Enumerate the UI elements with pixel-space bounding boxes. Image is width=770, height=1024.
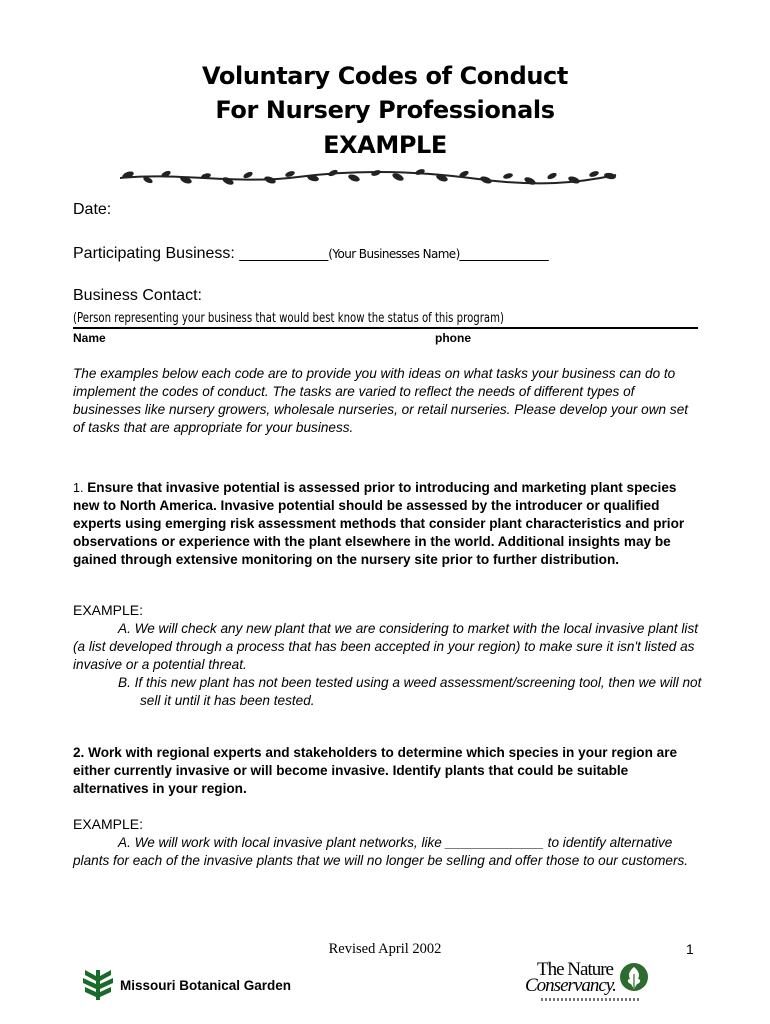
business-contact-note: (Person representing your business that would best know the status of this program) bbox=[73, 311, 504, 326]
code-2-example-a: A. We will work with local invasive plant networks, like _____________ to identify alternative plants for each of the invasive plants that we will no longer be selling and offer those to our customers. bbox=[73, 835, 689, 868]
intro-paragraph: The examples below each code are to provide you with ideas on what tasks your business can do to implement the codes of conduct. The tasks are varied to reflect the needs of different types of businesses like nursery growers, wholesale nurseries, or retail nurseries. Please develop your own set of tasks that are appropriate for your business. bbox=[73, 366, 689, 435]
code-1-example-a: A. We will check any new plant that we are considering to market with the local invasive plant list (a list developed through a process that has been accepted in your region) to make sure it isn't listed as invasive or a potential threat. bbox=[73, 621, 699, 672]
tnc-line-1: The Nature bbox=[537, 959, 613, 980]
name-column-header: Name bbox=[73, 331, 106, 345]
phone-column-header: phone bbox=[435, 331, 471, 345]
participating-business-line bbox=[73, 245, 549, 263]
code-2-number: 2. bbox=[73, 745, 85, 760]
code-1-example-label: EXAMPLE: bbox=[73, 602, 144, 618]
code-1-number: 1. bbox=[73, 481, 84, 495]
business-label: Participating Business: bbox=[73, 245, 235, 262]
missouri-botanical-garden-name: Missouri Botanical Garden bbox=[120, 978, 292, 993]
tnc-tagline-mark bbox=[541, 998, 641, 1001]
code-1-text: Ensure that invasive potential is assessed prior to introducing and marketing plant species new to North America. Invasive potential should be assessed by the introducer or qualified experts using emerging risk assessment methods that consider plant characteristics and prior observations or experience with the plant elsewhere in the world. Additional insights may be gained through extensive monitoring on the nursery site prior to further distribution. bbox=[73, 480, 685, 567]
title-line-1: Voluntary Codes of Conduct bbox=[202, 62, 568, 90]
tnc-oak-leaf-icon bbox=[619, 962, 649, 992]
nature-conservancy-logo bbox=[523, 960, 653, 1006]
title-line-2: For Nursery Professionals bbox=[215, 96, 555, 124]
business-name-value: (Your Businesses Name) bbox=[328, 247, 460, 261]
code-1 bbox=[73, 479, 703, 569]
contact-underline bbox=[73, 327, 698, 329]
tnc-line-2: Conservancy. bbox=[525, 975, 616, 996]
vine-divider-icon bbox=[118, 163, 618, 189]
page-number: 1 bbox=[686, 941, 694, 957]
business-blank-after: __________ bbox=[459, 245, 549, 262]
date-label: Date: bbox=[73, 201, 112, 218]
business-contact-note-wrap bbox=[73, 309, 625, 327]
missouri-botanical-garden-logo-icon bbox=[80, 966, 116, 1002]
business-blank-before: __________ bbox=[239, 245, 329, 262]
code-2-example-label: EXAMPLE: bbox=[73, 816, 144, 832]
code-2 bbox=[73, 744, 703, 798]
revised-date: Revised April 2002 bbox=[328, 941, 442, 957]
business-contact-label: Business Contact: bbox=[73, 287, 202, 304]
code-2-text: Work with regional experts and stakeholders to determine which species in your region are either currently invasive or will become invasive. Identify plants that could be suitable alternatives in your region. bbox=[73, 745, 678, 796]
code-1-example-b: B. If this new plant has not been tested using a weed assessment/screening tool, then we will not sell it until it has been tested. bbox=[118, 675, 702, 708]
title-line-3: EXAMPLE bbox=[323, 131, 447, 159]
